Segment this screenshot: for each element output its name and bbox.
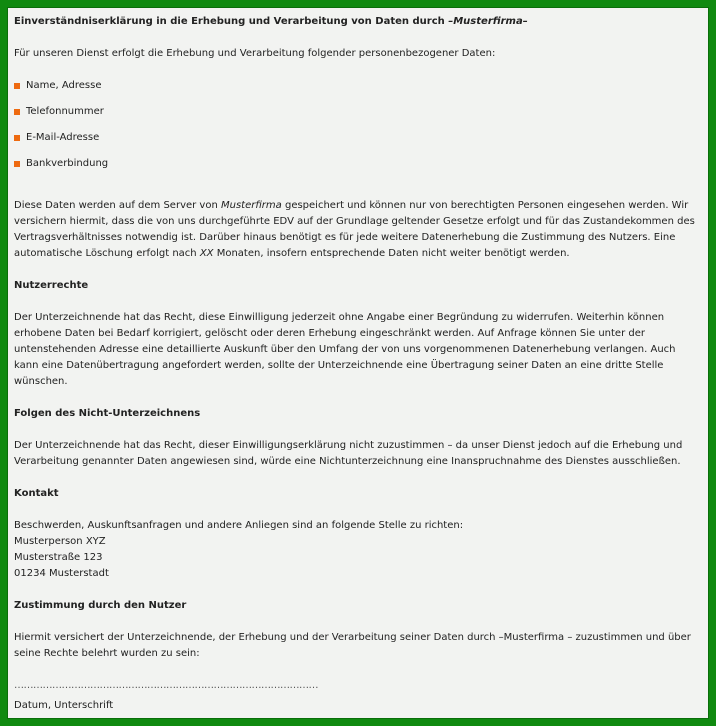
contact-city: 01234 Musterstadt [14, 568, 109, 579]
contact-street: Musterstraße 123 [14, 552, 103, 563]
rights-text: Der Unterzeichnende hat das Recht, diese Einwilligung jederzeit ohne Angabe einer Begründung zu widerrufen. Weiterhin können erhobene Daten bei Bedarf korrigiert, gelöscht oder deren Erhebung eingeschränkt werden. Auf Anfrage können Sie unter der untenstehenden Adresse eine detaillierte Auskunft über den Umfang der von uns vorgenommenen Datenerhebung verlangen. Auch kann eine Datenübertragung angefordert werden, sollte der Unterzeichnende eine Übertragung seiner Daten an eine dritte Stelle wünschen. [14, 312, 676, 387]
storage-paragraph: Diese Daten werden auf dem Server von Musterfirma gespeichert und können nur von berechtigten Personen eingesehen werden. Wir versichern hiermit, dass die von uns durchgeführte EDV auf der Grundlage geltender Gesetze erfolgt und für das Zustandekommen des Vertragsverhältnisses notwendig ist. Darüber hinaus benötigt es für jede weitere Datenerhebung die Zustimmung des Nutzers. Eine automatische Löschung erfolgt nach XX Monaten, insofern entsprechende Daten nicht weiter benötigt werden. [14, 200, 695, 259]
title-text: Einverständniserklärung in die Erhebung und Verarbeitung von Daten durch [14, 16, 449, 27]
list-item: Telefonnummer [14, 104, 702, 120]
signature-line: …………………………………………………………………………………… [14, 680, 318, 691]
title-company: –Musterfirma– [448, 16, 528, 27]
consequences-text: Der Unterzeichnende hat das Recht, dieser Einwilligungserklärung nicht zuzustimmen – da unser Dienst jedoch auf die Erhebung und Verarbeitung genannter Daten angewiesen sind, würde eine Nichtunterzeichnung eine Inanspruchnahme des Dienstes ausschließen. [14, 440, 683, 467]
document-frame [7, 7, 709, 719]
bullet-icon [14, 109, 20, 115]
list-item: Bankverbindung [14, 156, 702, 172]
list-item: Name, Adresse [14, 78, 702, 94]
consent-document [14, 14, 702, 714]
document-title [14, 14, 702, 30]
data-list [14, 78, 702, 172]
bullet-icon [14, 83, 20, 89]
bullet-icon [14, 135, 20, 141]
signature-label: Datum, Unterschrift [14, 700, 114, 711]
contact-heading: Kontakt [14, 488, 59, 499]
contact-name: Musterperson XYZ [14, 536, 106, 547]
contact-text: Beschwerden, Auskunftsanfragen und andere Anliegen sind an folgende Stelle zu richten: [14, 520, 464, 531]
bullet-icon [14, 161, 20, 167]
intro-text: Für unseren Dienst erfolgt die Erhebung und Verarbeitung folgender personenbezogener Daten: [14, 48, 496, 59]
list-item: E-Mail-Adresse [14, 130, 702, 146]
consent-text: Hiermit versichert der Unterzeichnende, der Erhebung und der Verarbeitung seiner Daten durch –Musterfirma – zuzustimmen und über seine Rechte belehrt wurden zu sein: [14, 632, 691, 659]
rights-heading: Nutzerrechte [14, 280, 89, 291]
consequences-heading: Folgen des Nicht-Unterzeichnens [14, 408, 201, 419]
consent-heading: Zustimmung durch den Nutzer [14, 600, 187, 611]
